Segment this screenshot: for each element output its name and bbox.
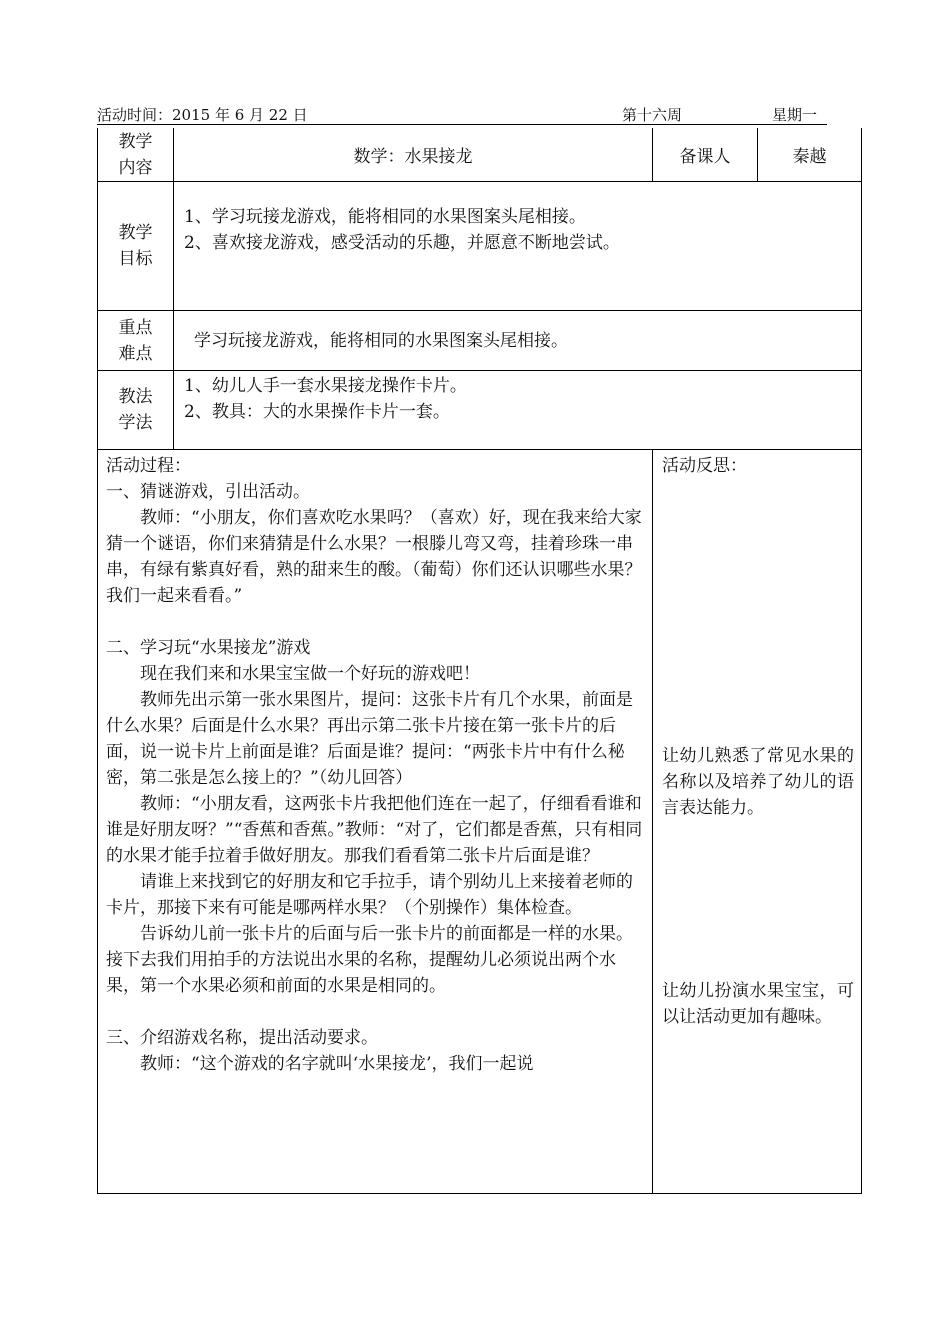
- preparer-label: 备课人: [679, 147, 731, 167]
- process-blank-1: [106, 609, 644, 635]
- method-label-2: 学法: [118, 413, 153, 433]
- process-paragraph-6: 告诉幼儿前一张卡片的后面与后一张卡片的前面都是一样的水果。接下去我们用拍手的方法说出水果的名称，提醒幼儿必须说出两个水果，第一个水果必须和前面的水果是相同的。: [106, 924, 633, 996]
- goal-line-1: 1、学习玩接龙游戏，能将相同的水果图案头尾相接。: [184, 207, 586, 227]
- topic-cell: [174, 128, 653, 182]
- topic-text: 数学：水果接龙: [353, 147, 473, 167]
- method-label-1: 教法: [118, 387, 153, 407]
- preparer-name: 秦越: [792, 147, 827, 167]
- process-paragraph-3: 教师先出示第一张水果图片，提问：这张卡片有几个水果，前面是什么水果？后面是什么水果？再出示第二张卡片接在第一张卡片的后面，说一说卡片上前面是谁？后面是谁？提问：“两张卡片中有什么秘密，第二张是怎么接上的？”（幼儿回答）: [106, 690, 633, 788]
- process-paragraph-1: 教师：“小朋友，你们喜欢吃水果吗？（喜欢）好，现在我来给大家猜一个谜语，你们来猜猜是什么水果？一根滕儿弯又弯，挂着珍珠一串串，有绿有紫真好看，熟的甜来生的酸。（葡萄）你们还认识哪些水果？我们一起来看看。”: [106, 508, 642, 606]
- goal-content-cell: [174, 182, 862, 311]
- process-section-2: 二、学习玩“水果接龙”游戏: [106, 638, 311, 658]
- week-label: 第十六周: [622, 106, 683, 124]
- preparer-label-cell: [653, 128, 758, 182]
- keypoint-text: 学习玩接龙游戏，能将相同的水果图案头尾相接。: [194, 331, 568, 351]
- process-cell: [97, 450, 653, 1194]
- process-paragraph-5: 请谁上来找到它的好朋友和它手拉手，请个别幼儿上来接着老师的卡片，那接下来有可能是哪两样水果？（个别操作）集体检查。: [106, 872, 633, 918]
- content-label-cell: [97, 128, 174, 182]
- process-section-1: 一、猜谜游戏，引出活动。: [106, 482, 310, 502]
- process-paragraph-4: 教师：“小朋友看，这两张卡片我把他们连在一起了，仔细看看谁和谁是好朋友呀？”“香蕉和香蕉。”教师：“对了，它们都是香蕉，只有相同的水果才能手拉着手做好朋友。那我们看看第二张卡片后面是谁？: [106, 794, 643, 866]
- keypoint-content-cell: [174, 311, 862, 371]
- goal-label-2: 目标: [118, 249, 153, 269]
- goal-label-1: 教学: [118, 223, 153, 243]
- content-label-2: 内容: [118, 157, 153, 178]
- process-section-3: 三、介绍游戏名称，提出活动要求。: [106, 1028, 378, 1048]
- goal-label-cell: [97, 182, 174, 311]
- reflection-title: 活动反思：: [662, 456, 747, 476]
- reflection-note-1: 让幼儿熟悉了常见水果的名称以及培养了幼儿的语言表达能力。: [662, 746, 854, 818]
- goal-line-2: 2、喜欢接龙游戏，感受活动的乐趣，并愿意不断地尝试。: [184, 233, 620, 253]
- weekday-label: 星期一: [772, 106, 818, 124]
- reflection-cell: [653, 450, 862, 1194]
- method-line-1: 1、幼儿人手一套水果接龙操作卡片。: [184, 376, 467, 396]
- reflection-note-2: 让幼儿扮演水果宝宝，可以让活动更加有趣味。: [662, 981, 854, 1027]
- keypoint-label-1: 重点: [118, 317, 153, 338]
- keypoint-label-2: 难点: [118, 343, 153, 364]
- method-label-cell: [97, 371, 174, 450]
- content-label-1: 教学: [118, 131, 153, 152]
- process-blank-2: [106, 999, 644, 1025]
- preparer-name-cell: [758, 128, 862, 182]
- method-content-cell: [174, 371, 862, 450]
- process-paragraph-2: 现在我们来和水果宝宝做一个好玩的游戏吧！: [140, 664, 480, 684]
- header-underline: [97, 124, 827, 125]
- process-title: 活动过程：: [106, 456, 191, 476]
- process-paragraph-7: 教师：“这个游戏的名字就叫‘水果接龙’，我们一起说: [140, 1054, 534, 1074]
- keypoint-label-cell: [97, 311, 174, 371]
- method-line-2: 2、教具：大的水果操作卡片一套。: [184, 402, 450, 422]
- activity-date: 活动时间：2015 年 6 月 22 日: [97, 106, 308, 124]
